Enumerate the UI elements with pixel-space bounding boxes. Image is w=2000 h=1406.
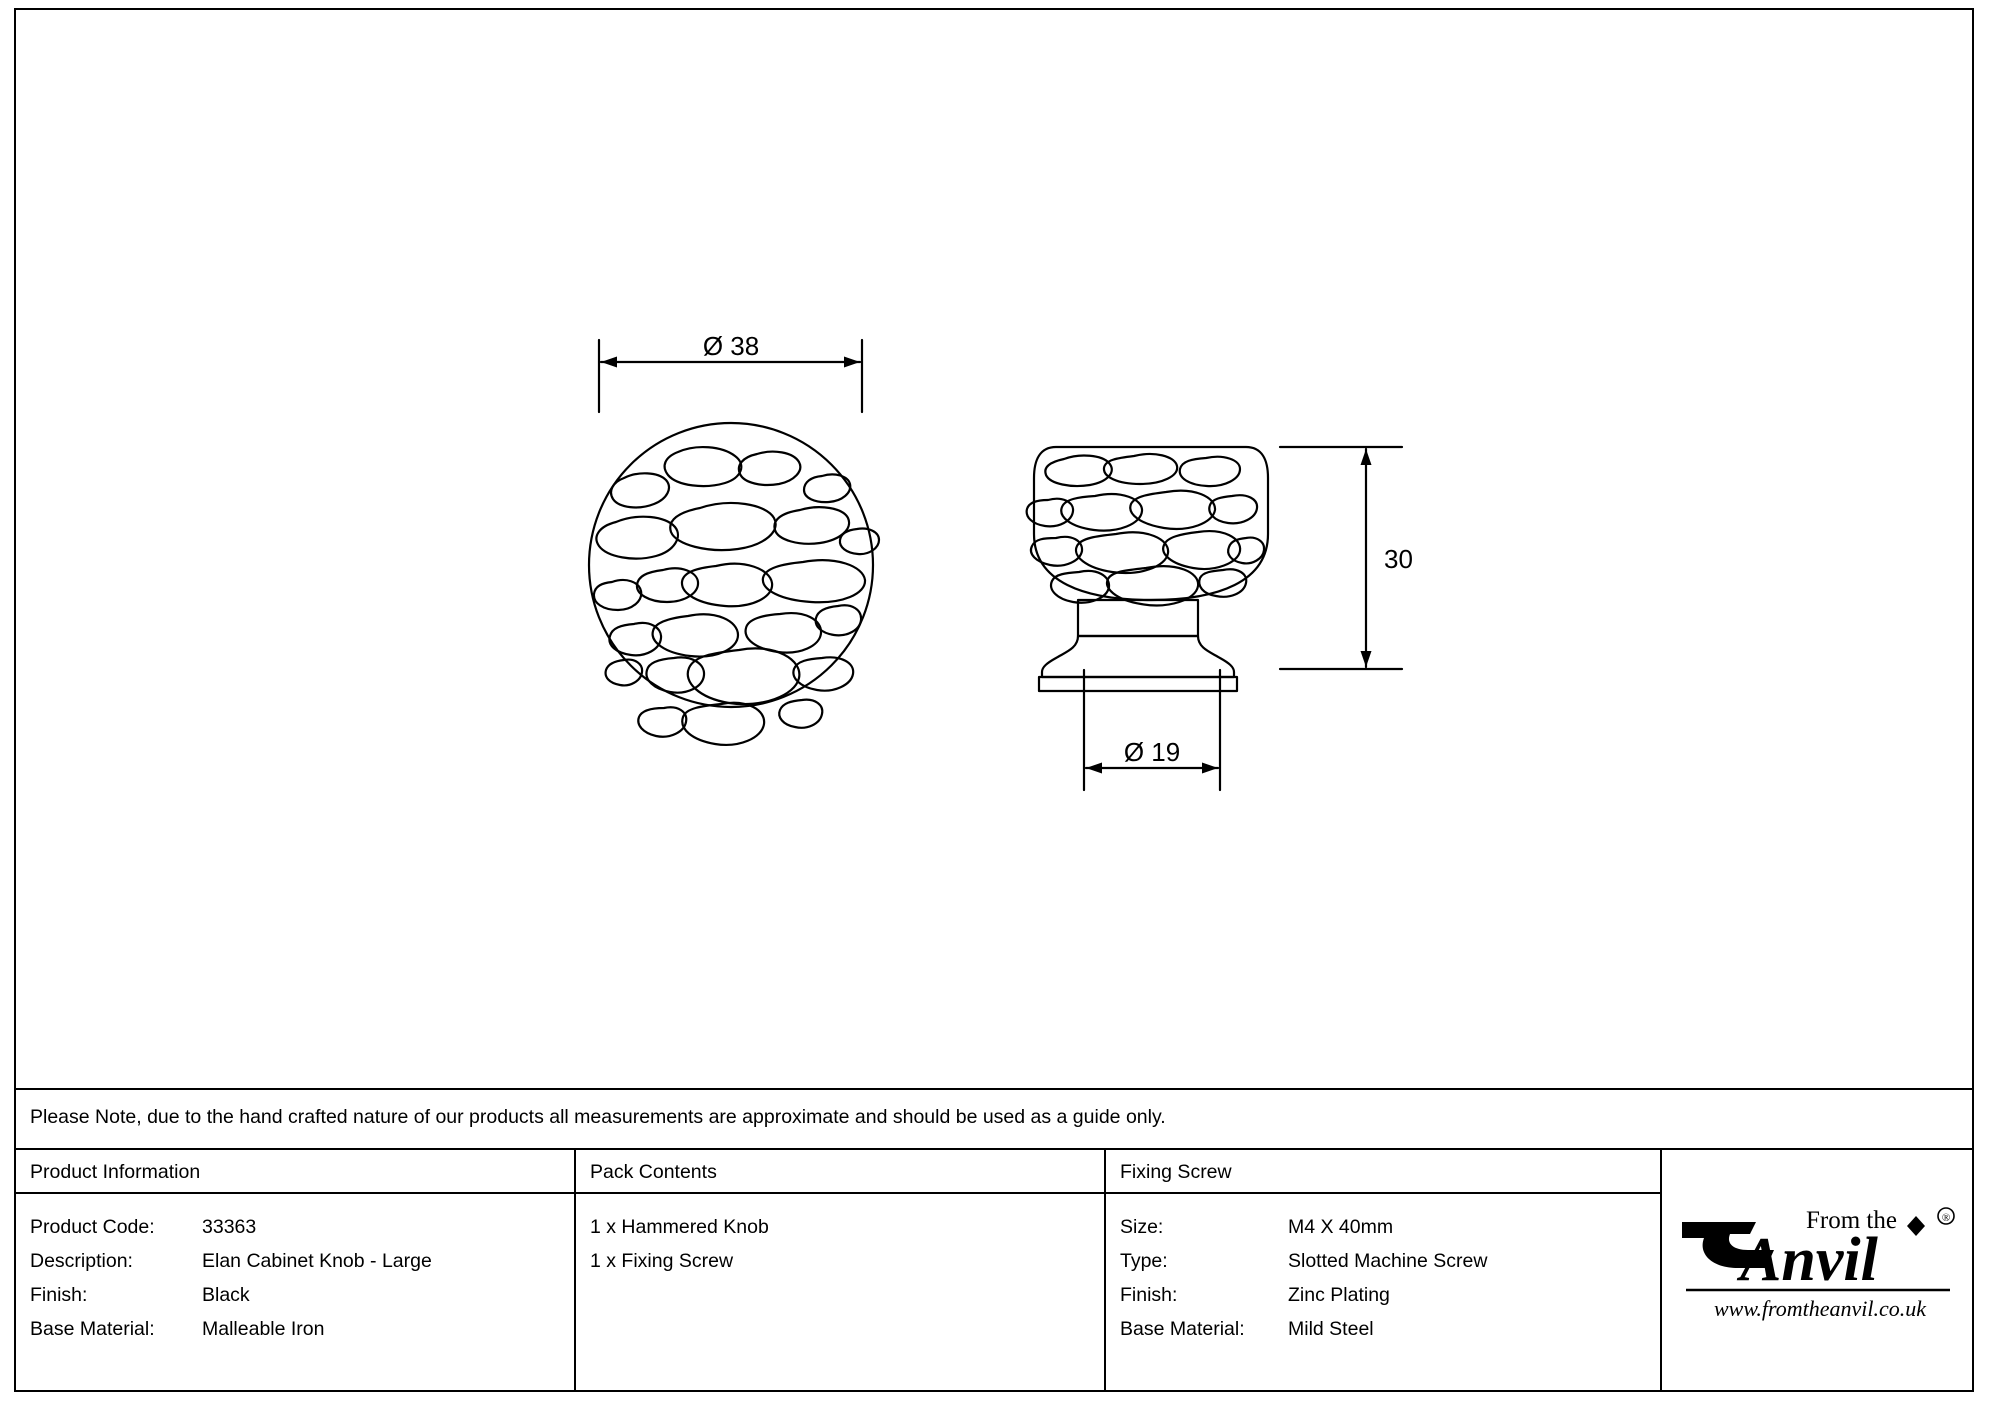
fixing-screw-title: Fixing Screw xyxy=(1120,1161,1232,1183)
anvil-logo-icon xyxy=(1680,1194,1956,1344)
dimension-diameter-19 xyxy=(1084,670,1220,790)
pack-contents-title: Pack Contents xyxy=(590,1161,717,1183)
registered-mark: ® xyxy=(1941,1212,1951,1224)
dimension-label-diameter-19: Ø 19 xyxy=(1123,737,1181,767)
product-code-value: 33363 xyxy=(202,1216,257,1238)
brand-logo-cell xyxy=(1660,1150,1972,1390)
product-information-title: Product Information xyxy=(30,1161,201,1183)
fixing-screw-body xyxy=(1106,1194,1660,1346)
description-value: Elan Cabinet Knob - Large xyxy=(202,1250,432,1272)
knob-plan-view xyxy=(589,423,879,745)
screw-type-label: Type: xyxy=(1120,1250,1168,1272)
fixing-screw-header xyxy=(1106,1150,1660,1194)
pack-contents-column xyxy=(574,1150,1104,1390)
pack-contents-header xyxy=(576,1150,1104,1194)
logo-url: www.fromtheanvil.co.uk xyxy=(1713,1296,1927,1321)
table-row xyxy=(30,1210,574,1244)
screw-type-value: Slotted Machine Screw xyxy=(1288,1250,1488,1272)
product-information-header xyxy=(16,1150,574,1194)
table-row xyxy=(30,1278,574,1312)
list-item: 1 x Hammered Knob xyxy=(590,1216,769,1238)
table-row xyxy=(1120,1278,1660,1312)
screw-base-material-value: Mild Steel xyxy=(1288,1318,1374,1340)
table-row xyxy=(30,1312,574,1346)
knob-side-view xyxy=(1027,447,1268,691)
finish-value: Black xyxy=(202,1284,250,1306)
finish-label: Finish: xyxy=(30,1284,88,1306)
list-item: 1 x Fixing Screw xyxy=(590,1250,734,1272)
pack-contents-body xyxy=(576,1194,1104,1278)
base-material-value: Malleable Iron xyxy=(202,1318,325,1340)
fixing-screw-column xyxy=(1104,1150,1660,1390)
screw-size-label: Size: xyxy=(1120,1216,1164,1238)
screw-size-value: M4 X 40mm xyxy=(1288,1216,1394,1238)
product-information-column xyxy=(16,1150,574,1390)
technical-drawing xyxy=(16,10,1972,1088)
brand-logo xyxy=(1662,1150,1972,1390)
table-row xyxy=(1120,1312,1660,1346)
table-row xyxy=(1120,1244,1660,1278)
logo-line2: Anvil xyxy=(1740,1226,1878,1294)
dimension-label-diameter-38: Ø 38 xyxy=(702,331,760,361)
table-row xyxy=(1120,1210,1660,1244)
note-text: Please Note, due to the hand crafted nature of our products all measurements are approximate and should be used as a guide only. xyxy=(30,1106,1166,1128)
info-table xyxy=(16,1148,1972,1390)
screw-finish-value: Zinc Plating xyxy=(1288,1284,1390,1306)
screw-base-material-label: Base Material: xyxy=(1120,1318,1245,1340)
product-code-label: Product Code: xyxy=(30,1216,155,1238)
description-label: Description: xyxy=(30,1250,133,1272)
note-row xyxy=(16,1088,1972,1148)
table-row xyxy=(30,1244,574,1278)
drawing-sheet xyxy=(14,8,1974,1392)
base-material-label: Base Material: xyxy=(30,1318,155,1340)
dimension-label-height-30: 30 xyxy=(1384,544,1413,574)
product-information-body xyxy=(16,1194,574,1346)
screw-finish-label: Finish: xyxy=(1120,1284,1178,1306)
logo-line1: From the xyxy=(1806,1207,1897,1234)
